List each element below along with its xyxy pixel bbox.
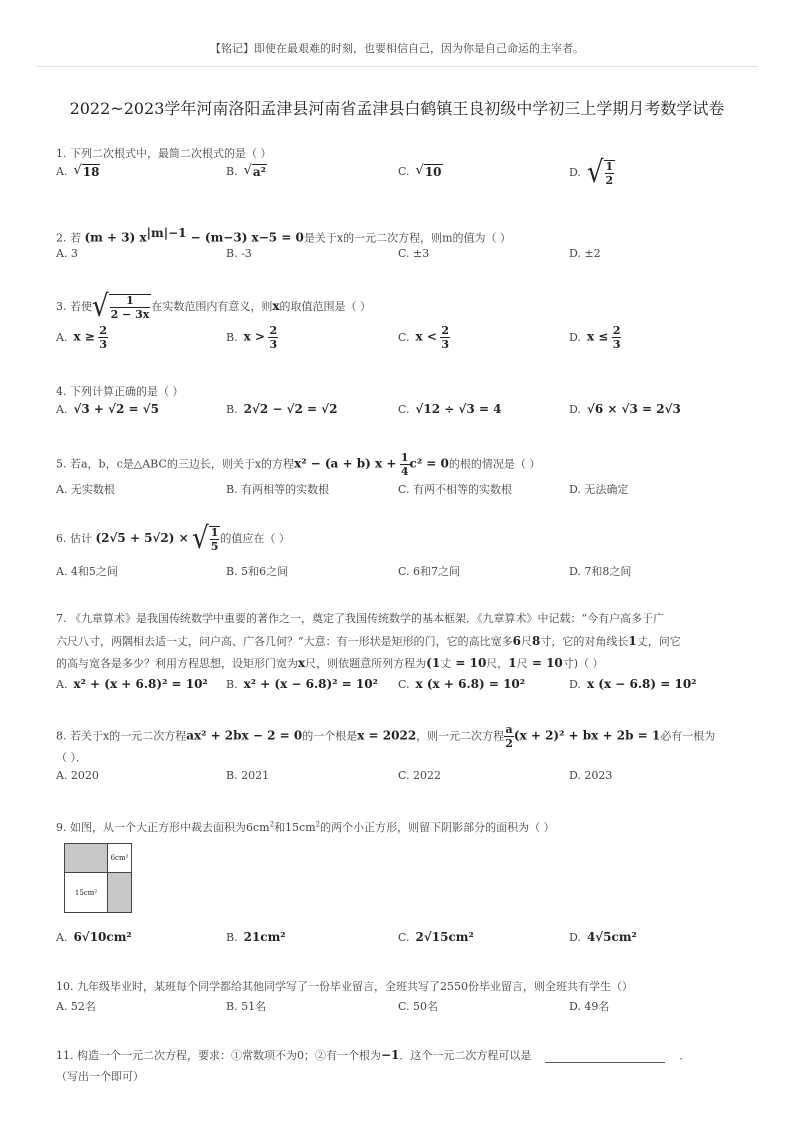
text: 寸，它的对角线长 <box>540 635 629 648</box>
expression: x (x − 6.8) = 10² <box>586 677 697 691</box>
q10-option-d[interactable]: D. 49名 <box>569 1000 610 1013</box>
num: 1 <box>628 634 637 648</box>
relation: x ≥ <box>73 329 95 344</box>
text: 尺， <box>486 657 509 670</box>
q4-option-a[interactable] <box>56 402 159 416</box>
expression: 2√2 − √2 = √2 <box>243 402 338 416</box>
denominator: 3 <box>612 338 621 351</box>
motto-banner: 【铭记】即使在最艰难的时刻，也要相信自己，因为你是自己命运的主宰者。 <box>210 42 584 55</box>
q7-option-a[interactable] <box>56 677 208 691</box>
q4-option-c[interactable] <box>398 402 502 416</box>
q11-root: −1 <box>381 1048 400 1062</box>
num: = 10 <box>527 656 563 670</box>
q3-option-a[interactable] <box>56 325 108 350</box>
shaded-region <box>108 873 131 912</box>
q3-option-d[interactable] <box>569 325 621 350</box>
q4-stem: 4. 下列计算正确的是（ ） <box>56 385 184 398</box>
superscript: 2 <box>269 820 275 829</box>
option-label: C. <box>398 164 410 178</box>
expression: 4√5cm² <box>586 930 637 944</box>
text: ．这个一元二次方程可以是 <box>399 1049 532 1062</box>
q2-number: 2. 若 <box>56 231 81 245</box>
q7-option-c[interactable] <box>398 677 525 691</box>
q5-option-c[interactable]: C. 有两不相等的实数根 <box>398 483 513 496</box>
text: 尺 <box>520 635 532 648</box>
page-title: 2022~2023学年河南洛阳孟津县河南省孟津县白鹤镇王良初级中学初三上学期月考数学试卷 <box>69 99 725 118</box>
option-label: C. <box>398 403 410 416</box>
q8-root: x = 2022 <box>357 728 417 743</box>
relation: x < <box>415 329 437 344</box>
q1-option-a[interactable]: A. √ 18 <box>56 163 100 179</box>
expression: √12 ÷ √3 = 4 <box>415 402 502 416</box>
text: 寸 <box>562 657 574 670</box>
q8-answer-blank[interactable]: （ ）． <box>56 751 87 764</box>
num: 8 <box>531 634 541 648</box>
q9-option-a[interactable] <box>56 930 132 944</box>
shaded-region <box>65 844 108 873</box>
num: 1 <box>508 656 517 670</box>
q2-exponent: |m|−1 <box>146 226 187 240</box>
q3-tail2: 的取值范围是（ ） <box>279 300 371 313</box>
q5-number: 5. 若a，b，c是△ABC的三边长，则关于x的方程 <box>56 457 295 471</box>
option-label: A. <box>56 330 68 344</box>
q11-hint: （写出一个即可） <box>56 1070 144 1083</box>
radicand: 18 <box>82 165 100 179</box>
q10-stem: 10. 九年级毕业时，某班每个同学都给其他同学写了一份毕业留言，全班共写了2550份毕业留言，则全班共有学生（） <box>56 980 633 993</box>
option-label: B. <box>226 678 238 691</box>
q3-tail: 在实数范围内有意义，则 <box>151 300 273 313</box>
q6-expr: (2√5 + 5√2) × <box>95 531 189 545</box>
q5-option-b[interactable]: B. 有两相等的实数根 <box>226 483 330 496</box>
q11-answer-blank[interactable] <box>545 1062 665 1063</box>
q8-option-c[interactable]: C. 2022 <box>398 769 442 782</box>
text: )（ ） <box>573 657 604 670</box>
var: x <box>298 656 306 670</box>
q8-mid2: ，则一元二次方程 <box>416 729 505 743</box>
q5-option-a[interactable]: A. 无实数根 <box>56 483 115 496</box>
q2-option-b[interactable]: B. ‐3 <box>226 247 252 260</box>
text: 尺，则依题意所列方程为 <box>305 657 427 670</box>
text: 丈 <box>440 657 452 670</box>
expression: x (x + 6.8) = 10² <box>415 677 526 691</box>
numerator: 1 <box>400 451 409 464</box>
q11-stem <box>56 1047 690 1063</box>
relation: x > <box>243 329 265 344</box>
numerator: 2 <box>99 324 107 337</box>
q6-stem: 6. 估计 (2√5 + 5√2) × √ $\frac{1}{5}$ 的值应在（ ） <box>56 521 290 557</box>
option-label: B. <box>226 931 238 944</box>
option-label: C. <box>398 678 410 691</box>
denominator: 2 <box>505 737 513 750</box>
q7-line3 <box>56 655 604 671</box>
option-label: A. <box>56 403 68 416</box>
q6-number: 6. 估计 <box>56 532 92 545</box>
denominator: 3 <box>99 338 107 351</box>
q6-option-d[interactable]: D. 7和8之间 <box>569 565 632 578</box>
q2-expr2: − (m−3) x−5 = 0 <box>186 230 304 245</box>
q1-option-c[interactable]: C. √ 10 <box>398 163 442 179</box>
q2-option-a[interactable]: A. 3 <box>56 247 78 260</box>
q8-tail: 必有一根为 <box>660 729 716 743</box>
q4-option-b[interactable] <box>226 402 337 416</box>
text: 和15cm <box>274 821 316 834</box>
large-square-label: 15cm² <box>65 873 108 912</box>
q3-option-c[interactable] <box>398 325 450 350</box>
numerator: 1 <box>605 160 614 173</box>
expression: 6√10cm² <box>73 930 132 944</box>
expression: √3 + √2 = √5 <box>73 402 159 416</box>
q9-option-c[interactable] <box>398 930 474 944</box>
q10-option-c[interactable]: C. 50名 <box>398 1000 439 1013</box>
relation: x ≤ <box>586 329 609 344</box>
option-label: B. <box>226 330 238 344</box>
q5-stem <box>56 452 540 477</box>
q6-tail: 的值应在（ ） <box>220 532 290 545</box>
expression: x² + (x − 6.8)² = 10² <box>243 677 378 691</box>
small-square-label: 6cm² <box>108 844 131 873</box>
q3-option-b[interactable] <box>226 325 278 350</box>
numerator: 2 <box>441 324 450 337</box>
text: 11. 构造一个一元二次方程，要求：①常数项不为0；②有一个根为 <box>56 1049 381 1062</box>
expression: √6 × √3 = 2√3 <box>586 402 681 416</box>
option-label: D. <box>569 678 581 691</box>
option-label: D. <box>569 330 581 344</box>
q6-option-a[interactable]: A. 4和5之间 <box>56 565 118 578</box>
q7-line1: 7. 《九章算术》是我国传统数学中重要的著作之一，奠定了我国传统数学的基本框架．《九章算术》中记载：“今有户高多于广 <box>56 612 665 625</box>
numerator: 1 <box>210 526 219 539</box>
text: 的两个小正方形，则留下阴影部分的面积为（ ） <box>320 821 555 834</box>
q8-option-b[interactable]: B. 2021 <box>226 769 270 782</box>
q2-expr: (m + 3) x <box>84 230 147 245</box>
q10-option-b[interactable]: B. 51名 <box>226 1000 267 1013</box>
radicand: a² <box>252 165 266 179</box>
q6-option-c[interactable]: C. 6和7之间 <box>398 565 461 578</box>
q8-number: 8. 若关于x的一元二次方程 <box>56 729 187 743</box>
q5-expr2: c² = 0 <box>409 456 449 471</box>
text: ． <box>679 1049 691 1062</box>
option-label: D. <box>569 931 581 944</box>
q7-option-d[interactable] <box>569 677 696 691</box>
q8-option-d[interactable]: D. 2023 <box>569 769 613 782</box>
q8-stem <box>56 724 715 749</box>
header-divider <box>36 66 758 67</box>
q1-option-d[interactable]: D. √ $\frac{1}{2}$ <box>569 155 614 191</box>
num: 6 <box>512 634 521 648</box>
expression: 2√15cm² <box>415 930 474 944</box>
q8-option-a[interactable]: A. 2020 <box>56 769 99 782</box>
denominator: 2 − 3x <box>110 308 150 321</box>
num: = 10 <box>451 656 487 670</box>
radicand: 10 <box>424 165 442 179</box>
q3-number: 3. 若使 <box>56 300 92 313</box>
q1-option-b[interactable]: B. √ a² <box>226 163 266 179</box>
q9-option-d[interactable] <box>569 930 637 944</box>
q9-figure <box>64 843 132 913</box>
text: 尺 <box>516 657 528 670</box>
q3-stem: 3. 若使 √ $\frac{1}{2 - 3x}$ 在实数范围内有意义，则x的取值范围是（ ） <box>56 289 371 325</box>
q8-mid: 的一个根是 <box>302 729 358 743</box>
text: 丈，问它 <box>636 635 681 648</box>
denominator: 5 <box>210 540 219 553</box>
q3-var: x <box>272 299 280 313</box>
denominator: 4 <box>400 465 409 478</box>
denominator: 3 <box>441 338 450 351</box>
expression: x² + (x + 6.8)² = 10² <box>73 677 208 691</box>
denominator: 3 <box>269 338 278 351</box>
q6-option-b[interactable]: B. 5和6之间 <box>226 565 289 578</box>
q1-stem: 1. 下列二次根式中，最简二次根式的是（ ） <box>56 147 272 160</box>
option-label: A. <box>56 678 68 691</box>
option-label: B. <box>226 164 238 178</box>
option-label: D. <box>569 403 581 416</box>
q7-option-b[interactable] <box>226 677 378 691</box>
option-label: C. <box>398 330 410 344</box>
numerator: a <box>505 723 513 736</box>
num: (1 <box>426 656 441 670</box>
option-label: A. <box>56 164 68 178</box>
numerator: 1 <box>110 295 151 308</box>
q9-stem <box>56 819 555 835</box>
superscript: 2 <box>315 820 321 829</box>
q9-option-b[interactable] <box>226 930 286 944</box>
q2-tail: 是关于x的一元二次方程，则m的值为（ ） <box>303 231 512 245</box>
q8-expr2: (x + 2)² + bx + 2b = 1 <box>513 728 661 743</box>
q5-option-d[interactable]: D. 无法确定 <box>569 483 629 496</box>
q2-stem <box>56 226 511 246</box>
q7-line2 <box>56 633 681 649</box>
numerator: 2 <box>269 324 278 337</box>
q2-option-c[interactable]: C. ±3 <box>398 247 430 260</box>
text: 9. 如图，从一个大正方形中裁去面积为6cm <box>56 821 270 834</box>
q10-option-a[interactable]: A. 52名 <box>56 1000 96 1013</box>
q4-option-d[interactable] <box>569 402 681 416</box>
q2-option-d[interactable]: D. ±2 <box>569 247 601 260</box>
text: 的高与宽各是多少？利用方程思想，设矩形门宽为 <box>56 657 298 670</box>
option-label: C. <box>398 931 410 944</box>
option-label: B. <box>226 403 238 416</box>
text: 六尺八寸，两隅相去适一丈，问户高、广各几何？”大意：有一形状是矩形的门，它的高比宽多 <box>56 635 513 648</box>
option-label: A. <box>56 931 68 944</box>
q8-expr: ax² + 2bx − 2 = 0 <box>186 728 303 743</box>
numerator: 2 <box>612 324 621 337</box>
q5-expr: x² − (a + b) x + <box>294 456 397 471</box>
option-label: D. <box>569 166 581 179</box>
q5-tail: 的根的情况是（ ） <box>448 457 541 471</box>
expression: 21cm² <box>243 930 286 944</box>
denominator: 2 <box>605 174 614 187</box>
